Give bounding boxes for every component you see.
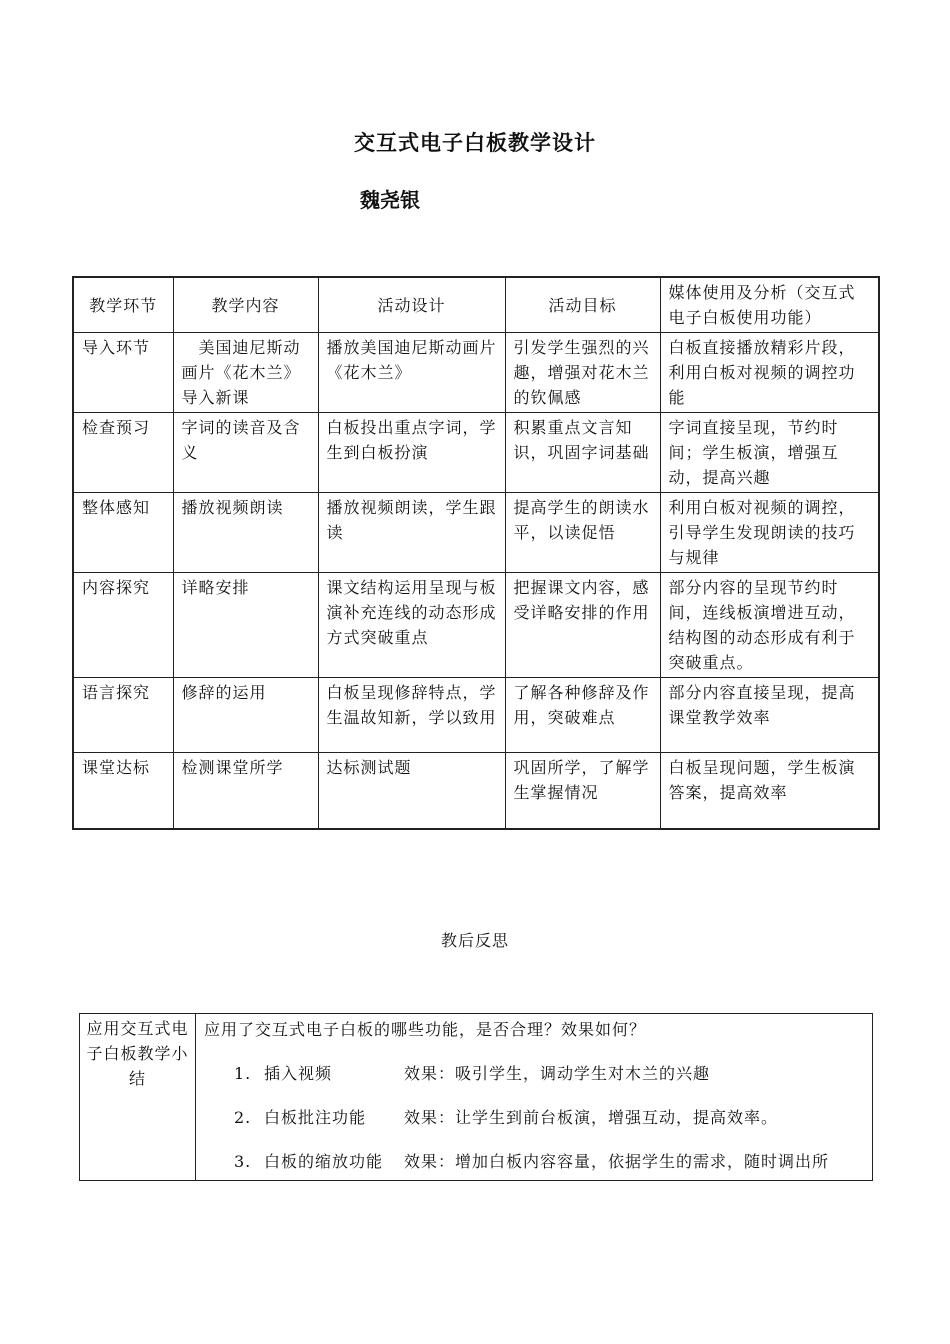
table-cell: 字词直接呈现，节约时间；学生板演，增强互动，提高兴趣 bbox=[660, 413, 879, 493]
header-cell-activity: 活动设计 bbox=[318, 277, 505, 333]
table-cell: 部分内容的呈现节约时间，连线板演增进互动，结构图的动态形成有利于突破重点。 bbox=[660, 573, 879, 678]
list-item bbox=[204, 1106, 864, 1130]
table-row bbox=[73, 333, 879, 413]
table-cell: 导入环节 bbox=[73, 333, 173, 413]
table-row bbox=[73, 493, 879, 573]
lesson-plan-table bbox=[72, 276, 880, 830]
list-item bbox=[204, 1062, 864, 1086]
header-cell-media: 媒体使用及分析（交互式电子白板使用功能） bbox=[660, 277, 879, 333]
item-number: 1. bbox=[234, 1064, 252, 1083]
list-item bbox=[204, 1150, 864, 1174]
reflection-title: 教后反思 bbox=[440, 931, 509, 950]
header-cell-goal: 活动目标 bbox=[505, 277, 660, 333]
item-number: 3. bbox=[234, 1152, 252, 1171]
item-name: 插入视频 bbox=[264, 1064, 333, 1083]
table-cell: 了解各种修辞及作用，突破难点 bbox=[505, 678, 660, 753]
table-cell: 整体感知 bbox=[73, 493, 173, 573]
table-row bbox=[73, 753, 879, 829]
item-number: 2. bbox=[234, 1108, 252, 1127]
table-cell: 白板呈现修辞特点，学生温故知新，学以致用 bbox=[318, 678, 505, 753]
table-cell: 播放美国迪尼斯动画片《花木兰》 bbox=[318, 333, 505, 413]
document-title: 交互式电子白板教学设计 bbox=[354, 131, 596, 155]
table-cell: 播放视频朗读，学生跟读 bbox=[318, 493, 505, 573]
author-name: 魏尧银 bbox=[360, 188, 420, 212]
reflection-body bbox=[196, 1014, 873, 1181]
table-cell: 引发学生强烈的兴趣，增强对花木兰的钦佩感 bbox=[505, 333, 660, 413]
reflection-label: 应用交互式电子白板教学小结 bbox=[80, 1014, 196, 1181]
table-cell: 内容探究 bbox=[73, 573, 173, 678]
header-cell-stage: 教学环节 bbox=[73, 277, 173, 333]
table-cell: 美国迪尼斯动画片《花木兰》导入新课 bbox=[173, 333, 318, 413]
table-header-row bbox=[73, 277, 879, 333]
table-cell: 课堂达标 bbox=[73, 753, 173, 829]
table-cell: 白板呈现问题，学生板演答案，提高效率 bbox=[660, 753, 879, 829]
table-cell: 详略安排 bbox=[173, 573, 318, 678]
reflection-table bbox=[79, 1013, 873, 1181]
item-effect: 效果：吸引学生，调动学生对木兰的兴趣 bbox=[404, 1064, 711, 1083]
item-name: 白板批注功能 bbox=[264, 1108, 367, 1127]
table-row bbox=[73, 678, 879, 753]
table-row bbox=[73, 413, 879, 493]
table-cell: 修辞的运用 bbox=[173, 678, 318, 753]
table-cell: 巩固所学，了解学生掌握情况 bbox=[505, 753, 660, 829]
reflection-question: 应用了交互式电子白板的哪些功能，是否合理？效果如何？ bbox=[204, 1020, 647, 1039]
table-cell: 利用白板对视频的调控，引导学生发现朗读的技巧与规律 bbox=[660, 493, 879, 573]
table-cell: 播放视频朗读 bbox=[173, 493, 318, 573]
table-cell: 检测课堂所学 bbox=[173, 753, 318, 829]
table-cell: 部分内容直接呈现，提高课堂教学效率 bbox=[660, 678, 879, 753]
item-effect: 效果：增加白板内容容量，依据学生的需求，随时调出所 bbox=[404, 1152, 830, 1171]
table-cell: 白板直接播放精彩片段，利用白板对视频的调控功能 bbox=[660, 333, 879, 413]
table-cell: 语言探究 bbox=[73, 678, 173, 753]
table-cell: 提高学生的朗读水平，以读促悟 bbox=[505, 493, 660, 573]
table-cell: 达标测试题 bbox=[318, 753, 505, 829]
table-cell: 字词的读音及含义 bbox=[173, 413, 318, 493]
table-row bbox=[73, 573, 879, 678]
table-cell: 把握课文内容，感受详略安排的作用 bbox=[505, 573, 660, 678]
table-cell: 白板投出重点字词，学生到白板扮演 bbox=[318, 413, 505, 493]
table-cell: 课文结构运用呈现与板演补充连线的动态形成方式突破重点 bbox=[318, 573, 505, 678]
item-effect: 效果：让学生到前台板演，增强互动，提高效率。 bbox=[404, 1108, 779, 1127]
item-name: 白板的缩放功能 bbox=[264, 1152, 384, 1171]
header-cell-content: 教学内容 bbox=[173, 277, 318, 333]
table-cell: 积累重点文言知识，巩固字词基础 bbox=[505, 413, 660, 493]
table-cell: 检查预习 bbox=[73, 413, 173, 493]
